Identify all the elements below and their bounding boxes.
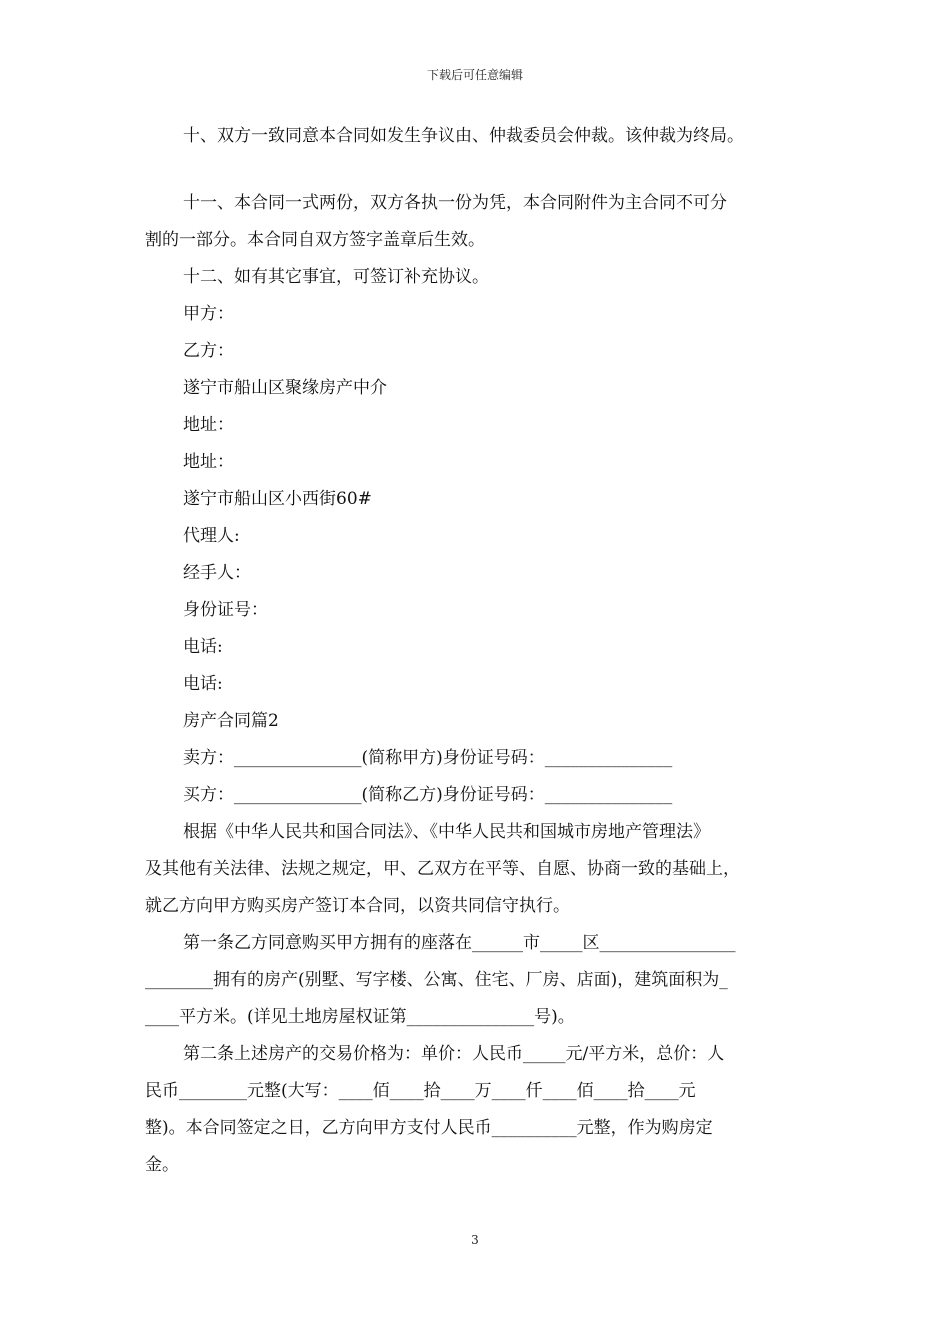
preamble-line1: 根据《中华人民共和国合同法》、《中华人民共和国城市房地产管理法》 xyxy=(183,822,710,842)
id-number-label: 身份证号： xyxy=(183,600,268,620)
party-b-label: 乙方： xyxy=(183,341,234,361)
address-label-2: 地址： xyxy=(183,452,234,472)
article-1-line3: ____平方米。(详见土地房屋权证第_______________号)。 xyxy=(145,1007,575,1027)
handler-label: 经手人： xyxy=(183,563,251,583)
party-a-label: 甲方： xyxy=(183,304,234,324)
clause-11-line2: 割的一部分。本合同自双方签字盖章后生效。 xyxy=(145,230,485,250)
preamble-line2: 及其他有关法律、法规之规定，甲、乙双方在平等、自愿、协商一致的基础上， xyxy=(145,859,740,879)
article-2-line3: 整)。本合同签定之日，乙方向甲方支付人民币__________元整，作为购房定 xyxy=(145,1118,713,1138)
seller-line: 卖方：_______________(简称甲方)身份证号码：_______________ xyxy=(183,748,673,768)
contract-title: 房产合同篇2 xyxy=(183,711,279,731)
document-body xyxy=(145,118,810,1184)
spacer xyxy=(145,155,810,185)
article-2-line2: 民币________元整(大写：____佰____拾____万____仟____佰____拾____元 xyxy=(145,1081,696,1101)
buyer-line: 买方：_______________(简称乙方)身份证号码：_______________ xyxy=(183,785,673,805)
clause-12: 十二、如有其它事宜，可签订补充协议。 xyxy=(183,267,489,287)
article-2-line4: 金。 xyxy=(145,1155,179,1175)
agency-name: 遂宁市船山区聚缘房产中介 xyxy=(183,378,387,398)
phone-label-2: 电话: xyxy=(183,674,223,694)
address-label-1: 地址： xyxy=(183,415,234,435)
agency-address: 遂宁市船山区小西街60# xyxy=(183,489,372,509)
preamble-line3: 就乙方向甲方购买房产签订本合同，以资共同信守执行。 xyxy=(145,896,570,916)
clause-11-line1: 十一、本合同一式两份，双方各执一份为凭，本合同附件为主合同不可分 xyxy=(183,193,727,213)
page-header: 下载后可任意编辑 xyxy=(426,68,523,82)
clause-10: 十、双方一致同意本合同如发生争议由、仲裁委员会仲裁。该仲裁为终局。 xyxy=(183,126,744,146)
page-number: 3 xyxy=(471,1233,479,1247)
article-1-line2: ________拥有的房产(别墅、写字楼、公寓、住宅、厂房、店面)，建筑面积为_ xyxy=(145,970,728,990)
agent-label: 代理人: xyxy=(183,526,240,546)
article-1-line1: 第一条乙方同意购买甲方拥有的座落在______市_____区________________ xyxy=(183,933,736,953)
article-2-line1: 第二条上述房产的交易价格为：单价：人民币_____元/平方米，总价：人 xyxy=(183,1044,725,1064)
phone-label-1: 电话: xyxy=(183,637,223,657)
